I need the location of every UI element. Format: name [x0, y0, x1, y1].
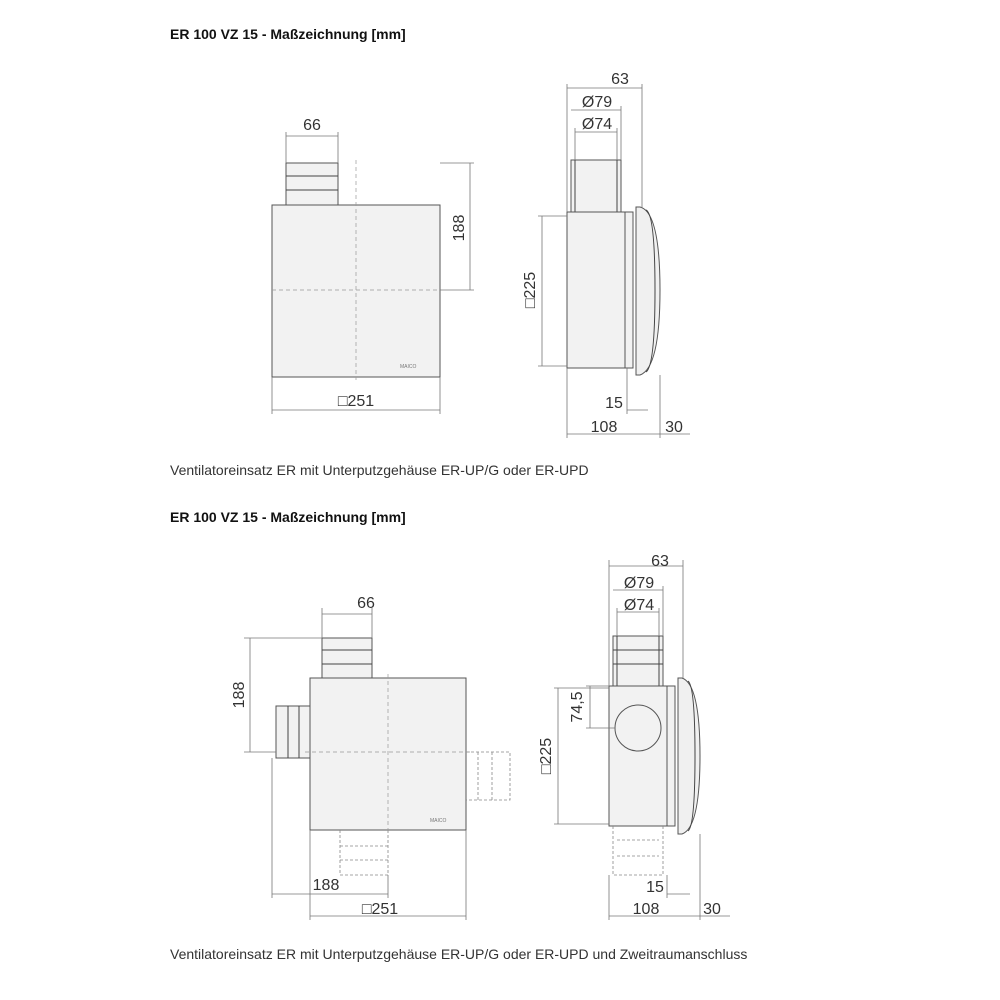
d2-dim-side-port-offset: 74,5	[569, 691, 586, 723]
d2-dim-body-height: □225	[538, 737, 555, 775]
diagram-2-title: ER 100 VZ 15 - Maßzeichnung [mm]	[170, 509, 406, 525]
d1-dim-d74: Ø74	[581, 116, 613, 133]
d1-side-view	[522, 71, 690, 438]
d1-dim-depth: 108	[590, 419, 618, 436]
d2-dim-grille-depth: 30	[703, 901, 721, 918]
d1-side-top-pipe	[571, 160, 621, 212]
d2-front-top-pipe	[322, 638, 372, 678]
d2-dim-15: 15	[646, 879, 664, 896]
d2-side-grille	[678, 678, 700, 834]
d1-dim-width: □251	[337, 393, 375, 410]
d1-dim-body-height: □225	[522, 271, 539, 309]
d2-side-top-pipe	[613, 636, 663, 686]
d2-dim-d79: Ø79	[623, 575, 655, 592]
d1-dim-pipe-width: 66	[303, 117, 321, 134]
d2-front-left-pipe	[276, 706, 310, 758]
d1-dim-63: 63	[611, 71, 629, 88]
d2-dim-height: 188	[231, 681, 248, 709]
d2-dim-d74: Ø74	[623, 597, 655, 614]
d2-side-port	[615, 705, 661, 751]
d1-front-brand: MAICO	[400, 364, 417, 370]
d1-side-grille	[636, 207, 660, 375]
d1-side-housing	[567, 212, 625, 368]
d1-dim-15: 15	[605, 395, 623, 412]
d1-dim-d79: Ø79	[581, 94, 613, 111]
d2-front-brand: MAICO	[430, 818, 447, 824]
d2-dim-63: 63	[651, 553, 669, 570]
d1-dim-grille-depth: 30	[665, 419, 683, 436]
diagram-2-caption: Ventilatoreinsatz ER mit Unterputzgehäuse ER-UP/G oder ER-UPD und Zweitraumanschluss	[170, 946, 748, 962]
d2-side-view	[538, 553, 730, 920]
d2-dim-bottom-offset: 188	[312, 877, 340, 894]
d1-dim-height: 188	[451, 214, 468, 242]
d1-front-view	[272, 117, 474, 414]
d2-dim-pipe-width: 66	[357, 595, 375, 612]
d2-front-view	[231, 595, 510, 920]
d1-front-top-pipe	[286, 163, 338, 205]
diagram-1-title: ER 100 VZ 15 - Maßzeichnung [mm]	[170, 26, 406, 42]
diagram-1-caption: Ventilatoreinsatz ER mit Unterputzgehäuse ER-UP/G oder ER-UPD	[170, 462, 589, 478]
d2-dim-width: □251	[361, 901, 399, 918]
d2-dim-depth: 108	[632, 901, 660, 918]
